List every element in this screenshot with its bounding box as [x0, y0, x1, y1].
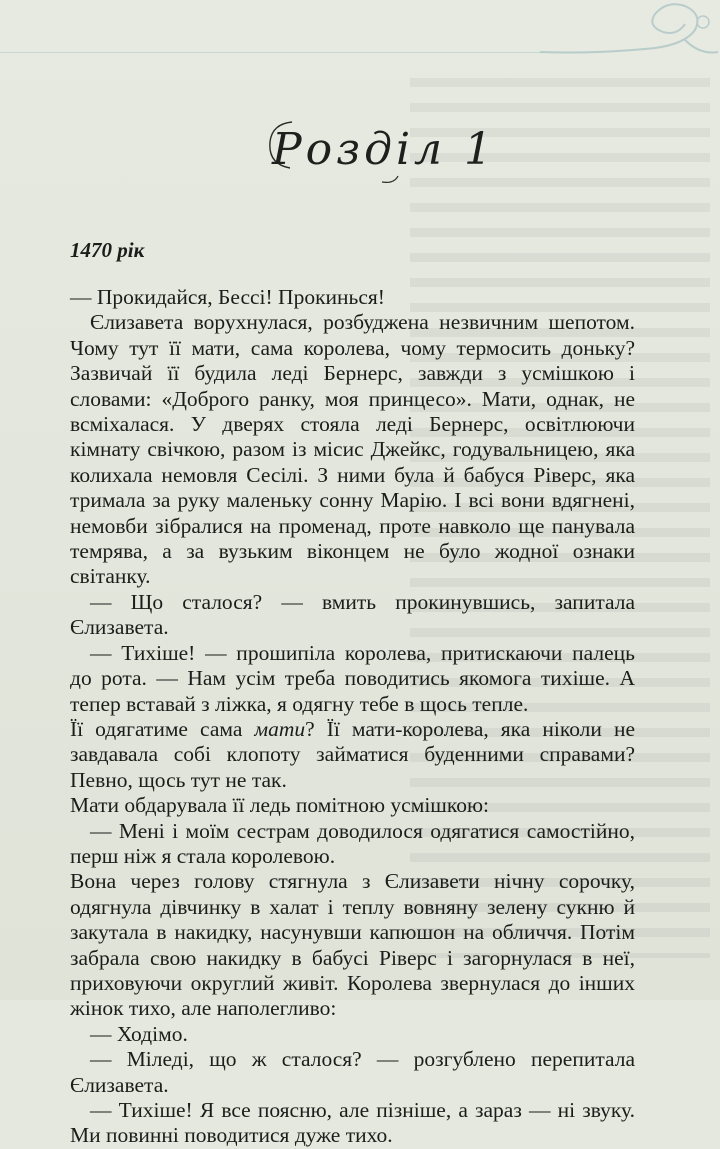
paragraph: Вона через голову стягнула з Єлизавети нічну сорочку, одягнула дівчинку в халат і теплу вовняну зелену сукню й закутала в накидку, насунувши капюшон на обличчя. Потім забрала свою накидку в бабусі Ріверс і загорнулася в неї, приховуючи округлий живіт. Королева звернулася до інших жінок тихо, але наполегливо:: [70, 869, 635, 1021]
chapter-year: 1470 рік: [70, 238, 145, 262]
paragraph: — Прокидайся, Бессі! Прокинься!: [70, 285, 385, 309]
emphasis-text: мати: [254, 716, 306, 741]
paragraph: [70, 717, 635, 793]
chapter-title: Розділ 1: [272, 124, 497, 175]
paragraph-text: Її одягатиме сама: [70, 716, 255, 741]
chapter-body: [70, 285, 635, 1149]
paragraph: Єлизавета ворухнулася, розбуджена незвичним шепотом. Чому тут її мати, сама королева, чому термосить доньку? Зазвичай її будила леді Бернерс, завжди з усмішкою і словами: «Доброго ранку, моя принцесо». Мати, однак, не всміхалася. У дверях стояла леді Бернерс, освітлюючи кімнату свічкою, разом із місис Джейкс, годувальницею, яка колихала немовля Сесілі. З ними була й бабуся Ріверс, яка тримала за руку маленьку сонну Марію. І всі вони вдягнені, немовби зібралися на променад, проте навколо ще панувала темрява, а за вузьким віконцем не було жодної ознаки світанку.: [70, 310, 635, 589]
paragraph-text: ? Її мати-королева, яка ніколи не завдавала собі клопоту займатися буденними справами? Певно, щось тут не так.: [70, 716, 635, 792]
header-rule: [0, 52, 540, 53]
paragraph: — Мені і моїм сестрам доводилося одягатися самостійно, перш ніж я стала королевою.: [70, 818, 635, 868]
corner-ornament-icon: [535, 0, 720, 60]
paragraph: — Тихіше! — прошипіла королева, притискаючи палець до рота. — Нам усім треба поводитись якомога тихіше. А тепер вставай з ліжка, я одягну тебе в щось тепле.: [70, 640, 635, 716]
paragraph: — Що сталося? — вмить прокинувшись, запитала Єлизавета.: [70, 589, 635, 640]
paragraph: Мати обдарувала її ледь помітною усмішкою:: [70, 793, 489, 818]
paragraph: — Тихіше! Я все поясню, але пізніше, а зараз — ні звуку. Ми повинні поводитися дуже тихо.: [70, 1098, 635, 1148]
paragraph: — Ходімо.: [90, 1021, 188, 1046]
paragraph: — Міледі, що ж сталося? — розгублено перепитала Єлизавета.: [70, 1047, 635, 1097]
